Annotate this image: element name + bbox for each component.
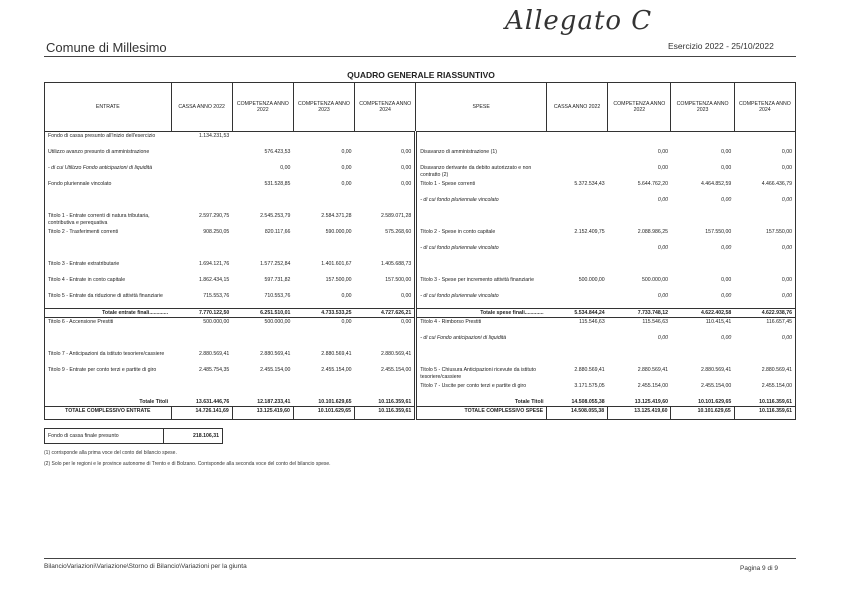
entrate-comp2024-value: 0,00 [401,181,412,187]
entrate-comp2023-value [293,334,354,350]
spese-comp2022-value: 0,00 [657,165,668,171]
spese-cassa-value: 115.546,63 [579,319,605,325]
totale-finali-right-comp2024: 4.622.938,76 [734,309,795,318]
header-rule [44,56,796,57]
entrate-cassa-value: 2.880.569,41 [198,351,230,357]
entrate-comp2023-value: 0,00 [341,319,352,325]
totale-titoli-right-comp2024: 10.116.359,61 [734,398,795,407]
spese-comp2022-value: 0,00 [657,197,668,203]
fondo-cassa-finale-label: Fondo di cassa finale presunto [45,429,164,444]
spese-cassa-value [547,212,608,228]
entrate-comp2023-value: 0,00 [341,165,352,171]
header-spese: SPESE [416,83,547,132]
entrate-comp2022-value: 531.528,85 [264,181,291,187]
entrate-comp2023-value: 2.880.569,41 [321,351,352,357]
spese-cassa-value [547,148,608,164]
entrate-cassa-value: 1.134.231,53 [198,133,230,139]
totale-complessivo-left-label: TOTALE COMPLESSIVO ENTRATE [45,407,172,420]
spese-label: Disavanzo di amministrazione (1) [416,148,547,164]
spese-label: Titolo 4 - Rimborso Prestiti [416,318,547,335]
entrate-label: - di cui Utilizzo Fondo anticipazioni di liquidità [45,164,172,180]
spese-label: - di cui fondo pluriennale vincolato [416,292,547,309]
spese-comp2024-value [734,350,795,366]
header-cassa-right: CASSA ANNO 2022 [547,83,608,132]
summary-row [45,260,796,276]
entrate-cassa-value: 500.000,00 [203,319,230,325]
totale-finali-left-cassa: 7.770.122,50 [171,309,232,318]
entrate-comp2024-value [355,334,416,350]
entrate-label [45,382,172,398]
entrate-comp2022-value [232,196,293,212]
entrate-comp2023-value: 2.584.371,28 [321,213,352,219]
spese-comp2024-value: 157.550,00 [734,228,795,244]
entrate-label: Titolo 7 - Anticipazioni da istituto tesoriere/cassiere [45,350,172,366]
entrate-comp2022-value [232,334,293,350]
entrate-cassa-value [171,148,232,164]
spese-comp2024-value: 0,00 [734,292,795,309]
entrate-comp2023-value [293,196,354,212]
spese-comp2023-value: 0,00 [721,149,732,155]
entrate-cassa-value: 715.553,76 [203,293,230,299]
entrate-comp2024-value [355,196,416,212]
spese-cassa-value [547,260,608,276]
spese-comp2022-value: 115.546,63 [642,319,668,325]
table-body-section-2 [45,318,796,399]
entrate-comp2022-value [232,244,293,260]
summary-row [45,180,796,196]
spese-label [416,212,547,228]
spese-comp2022-value: 5.644.762,20 [637,181,668,187]
summary-row [45,228,796,244]
entrate-comp2024-value [355,132,416,149]
spese-comp2024-value: 0,00 [734,276,795,292]
totale-finali-row [45,309,796,318]
spese-cassa-value: 5.372.534,43 [574,181,605,187]
footnote-2: (2) Solo per le regioni e le province autonome di Trento e di Bolzano. Corrisponde alla seconda voce del conto del bilancio spese. [44,461,331,467]
spese-cassa-value [547,244,608,260]
spese-cassa-value: 2.880.569,41 [574,367,605,373]
entrate-comp2024-value: 0,00 [401,149,412,155]
spese-comp2022-value: 2.088.986,25 [637,229,668,235]
spese-comp2022-value [608,350,671,366]
spese-cassa-value [547,132,608,149]
totale-finali-right-comp2022: 7.733.748,12 [608,309,671,318]
spese-cassa-value [547,334,608,350]
spese-comp2022-value [608,260,671,276]
totale-titoli-row [45,398,796,407]
spese-cassa-value [547,292,608,309]
spese-cassa-value [547,350,608,366]
spese-comp2024-value [734,132,795,149]
entrate-comp2022-value [232,382,293,398]
entrate-label: Fondo di cassa presunto all'inizio dell'esercizio [45,132,172,149]
fondo-cassa-finale-value: 218.106,31 [164,429,223,444]
entrate-cassa-value [171,164,232,180]
totale-complessivo-left-comp2023: 10.101.629,65 [293,407,354,420]
spese-comp2023-value: 0,00 [721,197,732,203]
entrate-comp2024-value [355,382,416,398]
totale-complessivo-right-label: TOTALE COMPLESSIVO SPESE [416,407,547,420]
totale-complessivo-left-comp2024: 10.116.359,61 [355,407,416,420]
totale-finali-left-comp2022: 6.251.510,01 [232,309,293,318]
totale-finali-left-comp2024: 4.727.626,21 [355,309,416,318]
spese-comp2022-value: 0,00 [657,245,668,251]
totale-finali-right-comp2023: 4.622.402,58 [671,309,734,318]
totale-titoli-right-label: Totale Titoli [416,398,547,407]
spese-label [416,350,547,366]
table-body-totals [45,398,796,420]
summary-row [45,148,796,164]
entrate-label: Fondo pluriennale vincolato [45,180,172,196]
summary-row [45,276,796,292]
fondo-cassa-finale-box [44,428,223,444]
entrate-comp2023-value [293,244,354,260]
header-comp2023-right: COMPETENZA ANNO 2023 [671,83,734,132]
entrate-label: Titolo 3 - Entrate extratributarie [45,260,172,276]
entrate-cassa-value [171,244,232,260]
header-entrate: ENTRATE [45,83,172,132]
summary-row [45,212,796,228]
entrate-cassa-value: 2.485.754,35 [198,367,230,373]
entrate-comp2024-value: 157.500,00 [385,277,412,283]
entrate-comp2022-value [232,132,293,149]
spese-comp2022-value: 2.880.569,41 [637,367,668,373]
spese-comp2024-value [734,212,795,228]
entrate-comp2024-value: 1.405.688,73 [380,261,412,267]
spese-cassa-value: 500.000,00 [578,277,605,283]
entrate-label: Titolo 5 - Entrate da riduzione di attività finanziarie [45,292,172,309]
entrate-comp2022-value: 500.000,00 [264,319,291,325]
spese-comp2023-value: 110.415,41 [705,319,732,325]
summary-2-row [45,318,796,335]
entrate-comp2022-value: 710.553,76 [264,293,291,299]
spese-comp2024-value: 0,00 [734,244,795,260]
spese-comp2023-value [671,350,734,366]
entrate-comp2022-value: 576.423,53 [264,149,291,155]
spese-comp2023-value: 157.550,00 [705,229,732,235]
spese-comp2022-value: 0,00 [657,293,668,299]
summary-2-row [45,350,796,366]
spese-cassa-value [547,164,608,180]
spese-comp2024-value: 2.455.154,00 [734,382,795,398]
table-body-finali [45,309,796,318]
spese-comp2024-value [734,260,795,276]
totale-titoli-left-comp2023: 10.101.629,65 [318,399,352,405]
entrate-label: Titolo 1 - Entrate correnti di natura tributaria, contributiva e perequativa [45,212,172,228]
header-comp2023-left: COMPETENZA ANNO 2023 [293,83,354,132]
entrate-comp2024-value: 0,00 [401,165,412,171]
spese-comp2023-value: 0,00 [721,165,732,171]
summary-table [44,82,796,420]
entrate-label [45,244,172,260]
spese-comp2022-value: 500.000,00 [642,277,668,283]
spese-comp2024-value: 116.657,45 [734,318,795,335]
totale-titoli-right-comp2022: 13.125.419,60 [634,399,668,405]
spese-comp2024-value: 0,00 [734,334,795,350]
spese-label: Titolo 2 - Spese in conto capitale [416,228,547,244]
spese-comp2022-value: 0,00 [657,335,668,341]
spese-comp2023-value [671,132,734,149]
entrate-comp2023-value [293,382,354,398]
spese-comp2024-value: 0,00 [734,196,795,212]
entrate-comp2022-value: 820.117,66 [264,229,291,235]
spese-comp2022-value: 2.455.154,00 [637,383,668,389]
entrate-comp2023-value: 0,00 [341,293,352,299]
summary-row [45,292,796,309]
spese-comp2024-value: 2.880.569,41 [734,366,795,382]
entrate-comp2024-value: 575.268,60 [385,229,412,235]
totale-complessivo-right-comp2023: 10.101.629,65 [671,407,734,420]
header-comp2022-right: COMPETENZA ANNO 2022 [608,83,671,132]
footnote-1: (1) corrisponde alla prima voce del conto del bilancio spese. [44,450,177,456]
entrate-cassa-value: 2.597.290,75 [198,213,230,219]
spese-comp2023-value: 0,00 [721,277,732,283]
footer-path: BilancioVariazioni\Variazione\Storno di Bilancio\Variazioni per la giunta [44,563,247,570]
entrate-comp2023-value [293,132,354,149]
spese-label: Titolo 1 - Spese correnti [416,180,547,196]
entrate-comp2023-value: 157.500,00 [325,277,352,283]
spese-comp2023-value: 4.464.852,59 [700,181,732,187]
spese-comp2023-value: 0,00 [721,335,732,341]
totale-finali-left-comp2023: 4.733.533,25 [293,309,354,318]
totale-complessivo-row [45,407,796,420]
entrate-comp2022-value: 1.577.252,84 [260,261,291,267]
totale-finali-left-label: Totale entrate finali............. [45,309,172,318]
spese-comp2024-value: 0,00 [734,164,795,180]
totale-titoli-left-cassa: 13.631.446,76 [196,399,230,405]
entrate-comp2022-value: 2.455.154,00 [260,367,291,373]
entrate-comp2024-value: 0,00 [401,293,412,299]
totale-titoli-right-comp2023: 10.101.629,65 [698,399,732,405]
entrate-cassa-value: 908.250,05 [203,229,230,235]
entrate-comp2024-value: 2.455.154,00 [380,367,412,373]
totale-titoli-left-label: Totale Titoli [45,398,172,407]
table-header-row [45,83,796,132]
totale-complessivo-right-cassa: 14.508.055,38 [547,407,608,420]
fiscal-year-date: Esercizio 2022 - 25/10/2022 [668,41,774,51]
totale-titoli-right-cassa: 14.508.055,38 [571,399,605,405]
entrate-comp2023-value: 2.455.154,00 [321,367,352,373]
entrate-label: Titolo 9 - Entrate per conto terzi e partite di giro [45,366,172,382]
entrate-comp2024-value: 0,00 [401,319,412,325]
fondo-cassa-finale-row [45,429,223,444]
entrate-comp2024-value: 2.589.071,28 [380,213,412,219]
header-comp2024-right: COMPETENZA ANNO 2024 [734,83,795,132]
entrate-label [45,334,172,350]
spese-comp2023-value [671,260,734,276]
header-comp2022-left: COMPETENZA ANNO 2022 [232,83,293,132]
summary-2-row [45,382,796,398]
spese-label: Titolo 5 - Chiusura Anticipazioni ricevute da istituto tesoriere/cassiere [416,366,547,382]
entrate-comp2022-value: 597.731,82 [264,277,291,283]
table-body-section-1 [45,132,796,309]
entrate-cassa-value [171,180,232,196]
entrate-comp2023-value: 0,00 [341,149,352,155]
entrate-cassa-value [171,196,232,212]
summary-row [45,164,796,180]
summary-2-row [45,334,796,350]
spese-comp2023-value: 2.880.569,41 [700,367,732,373]
totale-finali-right-cassa: 5.534.844,24 [547,309,608,318]
spese-comp2023-value [671,212,734,228]
page-title: QUADRO GENERALE RIASSUNTIVO [347,70,495,80]
spese-label: - di cui Fondo anticipazioni di liquidità [416,334,547,350]
totale-finali-right-label: Totale spese finali............. [416,309,547,318]
spese-comp2022-value [608,132,671,149]
spese-comp2023-value: 0,00 [721,293,732,299]
summary-row [45,132,796,149]
header-cassa-left: CASSA ANNO 2022 [171,83,232,132]
spese-comp2022-value: 0,00 [657,149,668,155]
entrate-cassa-value [171,334,232,350]
spese-comp2022-value [608,212,671,228]
entrate-cassa-value [171,382,232,398]
entrate-cassa-value: 1.694.121,76 [198,261,230,267]
totale-titoli-left-comp2022: 12.187.233,41 [257,399,291,405]
entrate-comp2022-value: 0,00 [280,165,291,171]
entrate-comp2022-value: 2.880.569,41 [260,351,291,357]
municipality-name: Comune di Millesimo [46,40,167,55]
summary-2-row [45,366,796,382]
totale-titoli-left-comp2024: 10.116.359,61 [378,399,412,405]
spese-label: - di cui fondo pluriennale vincolato [416,244,547,260]
totale-complessivo-left-cassa: 14.726.141,69 [171,407,232,420]
spese-label: Disavanzo derivante da debito autorizzato e non contratto (2) [416,164,547,180]
footer-rule [44,558,796,559]
entrate-comp2024-value: 2.880.569,41 [380,351,412,357]
entrate-label: Titolo 6 - Accensione Prestiti [45,318,172,335]
spese-cassa-value [547,196,608,212]
entrate-label: Titolo 2 - Trasferimenti correnti [45,228,172,244]
entrate-comp2023-value: 590.000,00 [325,229,352,235]
entrate-label: Titolo 4 - Entrate in conto capitale [45,276,172,292]
spese-comp2023-value: 0,00 [721,245,732,251]
page-number: Pagina 9 di 9 [740,565,778,572]
spese-label [416,132,547,149]
spese-label: Titolo 7 - Uscite per conto terzi e partite di giro [416,382,547,398]
spese-comp2024-value: 4.466.436,79 [734,180,795,196]
entrate-label [45,196,172,212]
spese-comp2023-value: 2.455.154,00 [700,383,732,389]
handwritten-annotation: Allegato C [505,6,653,36]
summary-row [45,196,796,212]
entrate-comp2022-value: 2.545.253,79 [260,213,291,219]
totale-complessivo-right-comp2024: 10.116.359,61 [734,407,795,420]
spese-cassa-value: 3.171.575,05 [574,383,605,389]
entrate-comp2023-value: 0,00 [341,181,352,187]
spese-label: Titolo 3 - Spese per incremento attività finanziarie [416,276,547,292]
summary-row [45,244,796,260]
totale-complessivo-left-comp2022: 13.125.419,60 [232,407,293,420]
entrate-comp2023-value: 1.401.601,67 [321,261,352,267]
entrate-comp2024-value [355,244,416,260]
header-comp2024-left: COMPETENZA ANNO 2024 [355,83,416,132]
spese-label [416,260,547,276]
entrate-cassa-value: 1.862.434,15 [198,277,230,283]
spese-label: - di cui fondo pluriennale vincolato [416,196,547,212]
spese-comp2024-value: 0,00 [734,148,795,164]
entrate-label: Utilizzo avanzo presunto di amministrazione [45,148,172,164]
spese-cassa-value: 2.152.409,75 [574,229,605,235]
totale-complessivo-right-comp2022: 13.125.419,60 [608,407,671,420]
